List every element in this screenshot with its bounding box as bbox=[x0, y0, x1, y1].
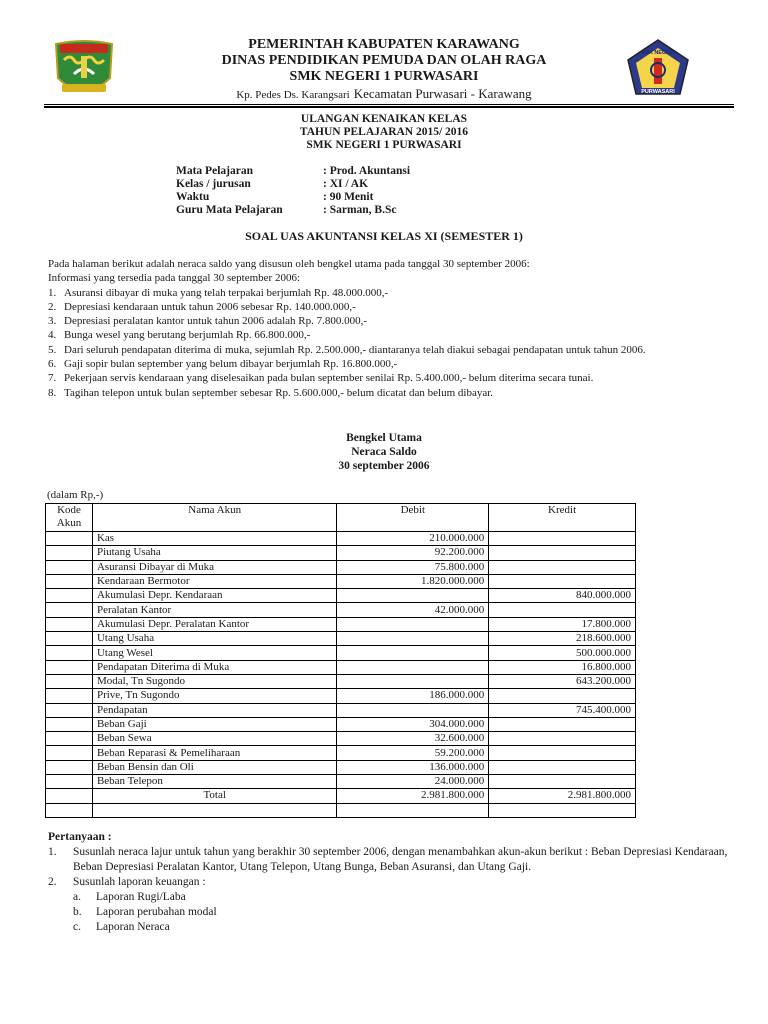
cell-kredit bbox=[489, 560, 636, 574]
cell-kode bbox=[46, 646, 93, 660]
statement-company: Bengkel Utama bbox=[346, 432, 422, 444]
cell-kredit bbox=[489, 746, 636, 760]
col-kredit: Kredit bbox=[489, 504, 636, 532]
cell-nama: Beban Bensin dan Oli bbox=[92, 760, 336, 774]
table-row bbox=[46, 603, 636, 617]
table-header-row bbox=[46, 504, 636, 532]
table-row bbox=[46, 674, 636, 688]
cell-nama: Beban Reparasi & Pemeliharaan bbox=[92, 746, 336, 760]
cell-debit bbox=[337, 660, 489, 674]
table-row bbox=[46, 646, 636, 660]
cell-debit: 92.200.000 bbox=[337, 546, 489, 560]
total-kredit: 2.981.800.000 bbox=[489, 789, 636, 803]
questions-block bbox=[48, 830, 738, 935]
info-list bbox=[48, 286, 728, 400]
cell-kredit: 17.800.000 bbox=[489, 617, 636, 631]
cell-debit: 75.800.000 bbox=[337, 560, 489, 574]
exam-title-2: TAHUN PELAJARAN 2015/ 2016 bbox=[299, 126, 469, 138]
cell-nama: Beban Telepon bbox=[92, 775, 336, 789]
cell-nama: Peralatan Kantor bbox=[92, 603, 336, 617]
intro-line-1: Pada halaman berikut adalah neraca saldo yang disusun oleh bengkel utama pada tanggal 30 september 2006: bbox=[48, 258, 530, 270]
cell-kredit bbox=[489, 532, 636, 546]
cell-debit bbox=[337, 703, 489, 717]
trial-balance-table bbox=[45, 503, 636, 818]
question-2: 2. Susunlah laporan keuangan : bbox=[48, 876, 206, 888]
table-row bbox=[46, 760, 636, 774]
cell-kredit bbox=[489, 760, 636, 774]
sub-item: a. Laporan Rugi/Laba bbox=[73, 891, 186, 903]
statement-unit: (dalam Rp,-) bbox=[47, 489, 104, 501]
cell-kredit bbox=[489, 546, 636, 560]
cell-nama: Utang Usaha bbox=[92, 632, 336, 646]
table-row bbox=[46, 746, 636, 760]
statement-name: Neraca Saldo bbox=[351, 446, 417, 458]
cell-nama: Asuransi Dibayar di Muka bbox=[92, 560, 336, 574]
exam-title-1: ULANGAN KENAIKAN KELAS bbox=[300, 113, 468, 125]
total-debit: 2.981.800.000 bbox=[337, 789, 489, 803]
address-district: Kecamatan Purwasari - Karawang bbox=[353, 86, 532, 101]
sub-item: c. Laporan Neraca bbox=[73, 921, 170, 933]
cell-nama: Beban Gaji bbox=[92, 717, 336, 731]
cell-kode bbox=[46, 532, 93, 546]
meta-row: Guru Mata Pelajaran : Sarman, B.Sc bbox=[176, 204, 397, 216]
cell-kode bbox=[46, 632, 93, 646]
statement-date: 30 september 2006 bbox=[338, 460, 430, 472]
cell-kode bbox=[46, 546, 93, 560]
cell-kode bbox=[46, 574, 93, 588]
table-row bbox=[46, 632, 636, 646]
cell-kredit bbox=[489, 732, 636, 746]
table-row bbox=[46, 617, 636, 631]
intro-block bbox=[48, 257, 728, 400]
list-item: 8. Tagihan telepon untuk bulan september sebesar Rp. 5.600.000,- belum dicatat dan belum dibayar. bbox=[48, 386, 494, 399]
table-row bbox=[46, 560, 636, 574]
header-divider-2 bbox=[44, 106, 734, 108]
cell-kode bbox=[46, 703, 93, 717]
cell-kode bbox=[46, 660, 93, 674]
smk-logo-top-text: SMK NEGERI bbox=[640, 50, 676, 56]
table-row bbox=[46, 732, 636, 746]
cell-kode bbox=[46, 560, 93, 574]
soal-title: SOAL UAS AKUNTANSI KELAS XI (SEMESTER 1) bbox=[245, 229, 523, 243]
cell-kode bbox=[46, 760, 93, 774]
table-row bbox=[46, 717, 636, 731]
header-line-1: PEMERINTAH KABUPATEN KARAWANG bbox=[248, 37, 520, 52]
table-row bbox=[46, 574, 636, 588]
header-divider bbox=[44, 104, 734, 105]
cell-kredit: 840.000.000 bbox=[489, 589, 636, 603]
cell-debit: 1.820.000.000 bbox=[337, 574, 489, 588]
exam-title-3: SMK NEGERI 1 PURWASARI bbox=[306, 139, 462, 151]
table-row bbox=[46, 660, 636, 674]
meta-row: Mata Pelajaran : Prod. Akuntansi bbox=[176, 165, 411, 177]
table-row bbox=[46, 546, 636, 560]
smk-logo-bottom-text: PURWASARI bbox=[641, 89, 675, 95]
cell-debit: 136.000.000 bbox=[337, 760, 489, 774]
col-debit: Debit bbox=[337, 504, 489, 532]
cell-kredit bbox=[489, 717, 636, 731]
table-total-row bbox=[46, 789, 636, 803]
cell-debit: 304.000.000 bbox=[337, 717, 489, 731]
cell-debit: 186.000.000 bbox=[337, 689, 489, 703]
cell-kredit: 218.600.000 bbox=[489, 632, 636, 646]
total-label: Total bbox=[92, 789, 336, 803]
cell-kredit bbox=[489, 775, 636, 789]
cell-debit: 210.000.000 bbox=[337, 532, 489, 546]
cell-kredit: 500.000.000 bbox=[489, 646, 636, 660]
meta-row: Waktu : 90 Menit bbox=[176, 191, 374, 203]
cell-kode bbox=[46, 674, 93, 688]
address-village: Kp. Pedes Ds. Karangsari bbox=[236, 89, 350, 101]
cell-nama: Kendaraan Bermotor bbox=[92, 574, 336, 588]
list-item: 3. Depresiasi peralatan kantor untuk tahun 2006 adalah Rp. 7.800.000,- bbox=[48, 315, 368, 328]
cell-nama: Prive, Tn Sugondo bbox=[92, 689, 336, 703]
cell-debit: 59.200.000 bbox=[337, 746, 489, 760]
list-item: 4. Bunga wesel yang berutang berjumlah Rp. 66.800.000,- bbox=[48, 329, 311, 342]
exam-meta bbox=[176, 165, 410, 217]
list-item: 1. Asuransi dibayar di muka yang telah terpakai berjumlah Rp. 48.000.000,- bbox=[48, 286, 389, 299]
cell-kode bbox=[46, 732, 93, 746]
cell-nama: Piutang Usaha bbox=[92, 546, 336, 560]
cell-nama: Akumulasi Depr. Kendaraan bbox=[92, 589, 336, 603]
cell-kode bbox=[46, 717, 93, 731]
list-item: 6. Gaji sopir bulan september yang belum dibayar berjumlah Rp. 16.800.000,- bbox=[48, 358, 398, 371]
questions-title: Pertanyaan : bbox=[48, 831, 112, 843]
cell-nama: Pendapatan bbox=[92, 703, 336, 717]
table-row bbox=[46, 532, 636, 546]
header-address bbox=[0, 85, 768, 103]
cell-nama: Beban Sewa bbox=[92, 732, 336, 746]
cell-kode bbox=[46, 603, 93, 617]
table-body bbox=[46, 532, 636, 789]
cell-kode bbox=[46, 589, 93, 603]
meta-row: Kelas / jurusan : XI / AK bbox=[176, 178, 369, 190]
sub-item: b. Laporan perubahan modal bbox=[73, 906, 217, 918]
header-line-3: SMK NEGERI 1 PURWASARI bbox=[289, 69, 479, 84]
header-line-2: DINAS PENDIDIKAN PEMUDA DAN OLAH RAGA bbox=[221, 53, 547, 68]
table-empty-row bbox=[46, 803, 636, 817]
cell-nama: Akumulasi Depr. Peralatan Kantor bbox=[92, 617, 336, 631]
table-row bbox=[46, 589, 636, 603]
table-row bbox=[46, 775, 636, 789]
table-row bbox=[46, 689, 636, 703]
cell-kredit bbox=[489, 574, 636, 588]
cell-debit bbox=[337, 589, 489, 603]
list-item: 7. Pekerjaan servis kendaraan yang diselesaikan pada bulan september senilai Rp. 5.400.000,- belum diterima secara tunai. bbox=[48, 372, 594, 385]
cell-kredit: 745.400.000 bbox=[489, 703, 636, 717]
intro-line-2: Informasi yang tersedia pada tanggal 30 september 2006: bbox=[48, 272, 301, 285]
list-item: 2. Depresiasi kendaraan untuk tahun 2006 sebesar Rp. 140.000.000,- bbox=[48, 300, 356, 313]
cell-nama: Utang Wesel bbox=[92, 646, 336, 660]
cell-kode bbox=[46, 775, 93, 789]
col-nama-akun: Nama Akun bbox=[92, 504, 336, 532]
list-item: 5. Dari seluruh pendapatan diterima di muka, sejumlah Rp. 2.500.000,- diantaranya telah diakui sebagai pendapatan untuk tahun 2006. bbox=[48, 343, 646, 356]
cell-debit: 24.000.000 bbox=[337, 775, 489, 789]
cell-kredit: 643.200.000 bbox=[489, 674, 636, 688]
cell-kredit bbox=[489, 603, 636, 617]
cell-nama: Modal, Tn Sugondo bbox=[92, 674, 336, 688]
cell-kredit: 16.800.000 bbox=[489, 660, 636, 674]
cell-debit: 32.600.000 bbox=[337, 732, 489, 746]
table-row bbox=[46, 703, 636, 717]
cell-debit bbox=[337, 674, 489, 688]
cell-nama: Pendapatan Diterima di Muka bbox=[92, 660, 336, 674]
question-1: 1. Susunlah neraca lajur untuk tahun yang berakhir 30 september 2006, dengan menambahkan akun-akun berikut : Beban Depresiasi Kendaraan, Beban Depresiasi Peralatan Kantor, Utang Telepon, Utang Bunga, Beban Asuransi, dan Utang Gaji. bbox=[48, 846, 728, 873]
cell-debit bbox=[337, 646, 489, 660]
cell-debit bbox=[337, 632, 489, 646]
cell-kode bbox=[46, 746, 93, 760]
cell-kode bbox=[46, 689, 93, 703]
cell-debit bbox=[337, 617, 489, 631]
col-kode-akun: Kode Akun bbox=[46, 504, 93, 532]
cell-nama: Kas bbox=[92, 532, 336, 546]
cell-debit: 42.000.000 bbox=[337, 603, 489, 617]
cell-kredit bbox=[489, 689, 636, 703]
cell-kode bbox=[46, 617, 93, 631]
